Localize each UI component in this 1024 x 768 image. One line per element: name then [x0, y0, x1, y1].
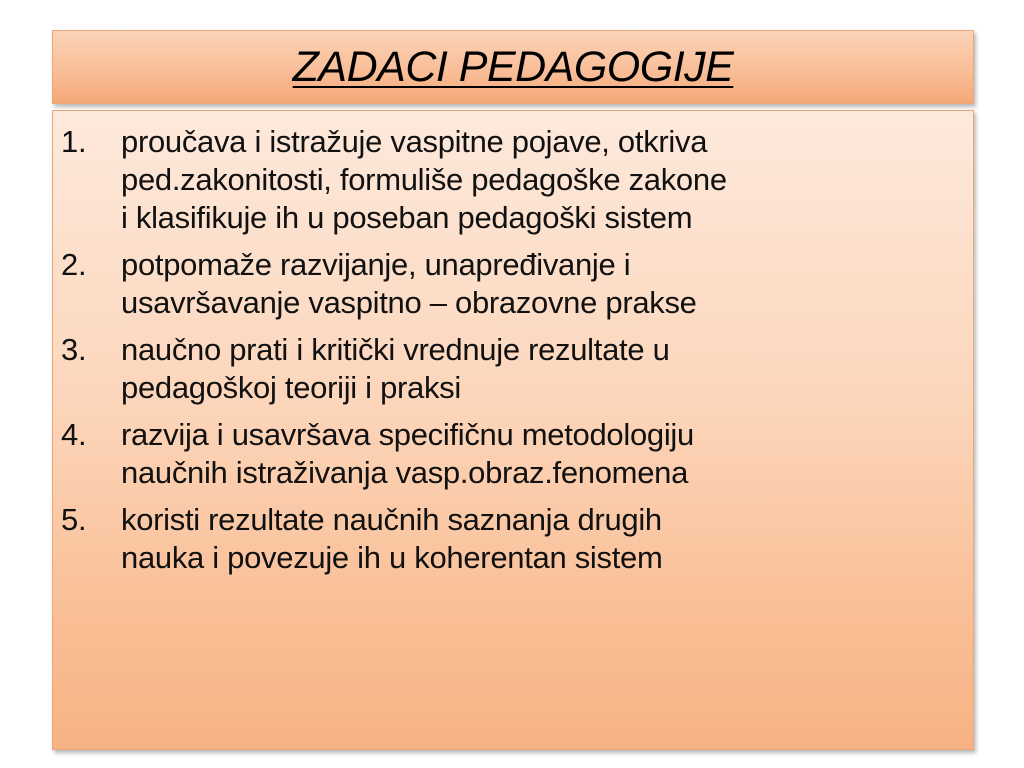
list-item	[53, 416, 973, 492]
item-text-line: pedagoškoj teoriji i praksi	[121, 370, 461, 405]
item-text-line: usavršavanje vaspitno – obrazovne prakse	[121, 285, 697, 320]
item-number: 1.	[61, 124, 87, 159]
item-number: 4.	[61, 417, 87, 452]
item-text-line: potpomaže razvijanje, unapređivanje i	[121, 247, 631, 282]
list-item	[53, 246, 973, 322]
content-box	[52, 110, 974, 750]
item-text-line: naučno prati i kritički vrednuje rezultate u	[121, 332, 670, 367]
slide-title: ZADACI PEDAGOGIJE	[292, 42, 734, 91]
item-number: 3.	[61, 332, 87, 367]
item-text-line: razvija i usavršava specifičnu metodologiju	[121, 417, 694, 452]
item-number: 5.	[61, 502, 87, 537]
item-text-line: nauka i povezuje ih u koherentan sistem	[121, 540, 663, 575]
item-text-line: ped.zakonitosti, formuliše pedagoške zakone	[121, 162, 727, 197]
item-number: 2.	[61, 247, 87, 282]
list-item	[53, 123, 973, 237]
numbered-list	[53, 123, 973, 586]
list-item	[53, 501, 973, 577]
item-text-line: proučava i istražuje vaspitne pojave, otkriva	[121, 124, 708, 159]
title-box	[52, 30, 974, 104]
item-text-line: koristi rezultate naučnih saznanja drugih	[121, 502, 662, 537]
list-item	[53, 331, 973, 407]
item-text-line: i klasifikuje ih u poseban pedagoški sistem	[121, 200, 693, 235]
item-text-line: naučnih istraživanja vasp.obraz.fenomena	[121, 455, 689, 490]
